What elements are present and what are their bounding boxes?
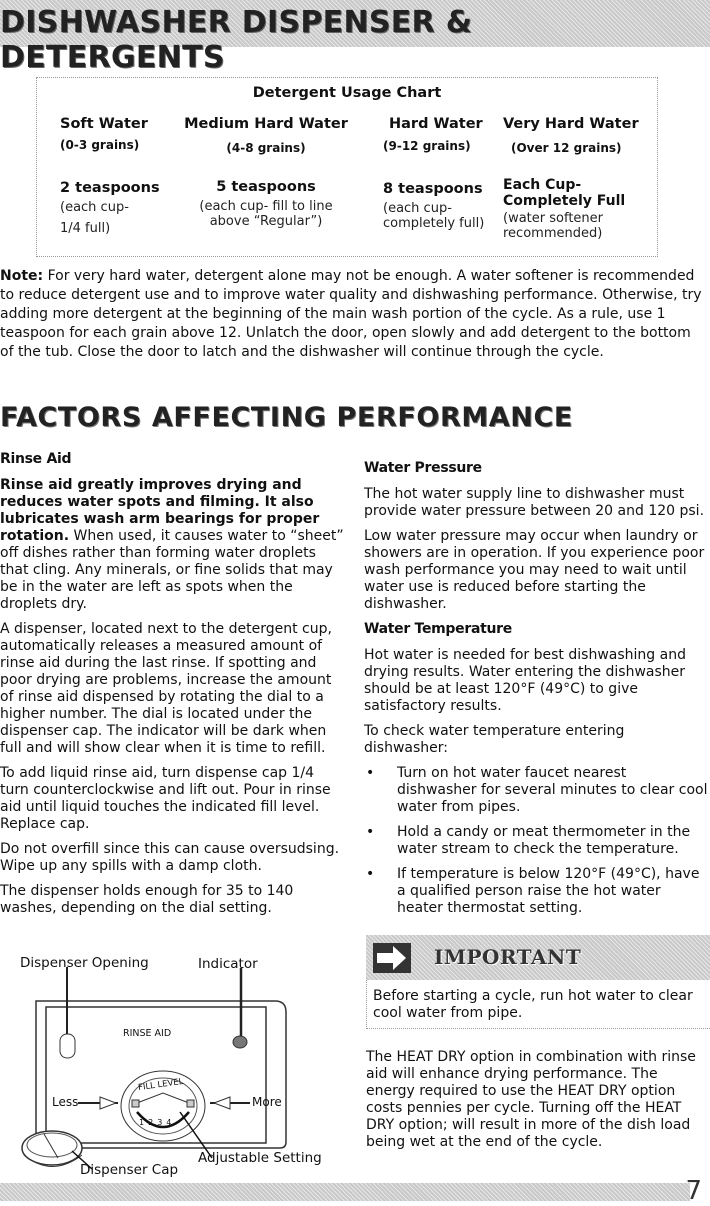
chart-column-hard xyxy=(383,116,484,231)
amount-detail: (water softener recommended) xyxy=(503,211,603,241)
water-pressure-paragraph-2: Low water pressure may occur when laundry or showers are in operation. If you experience poor wash performance you may need to wait until water use is reduced before starting the dishwasher. xyxy=(364,528,705,612)
chart-column-medium xyxy=(171,116,361,229)
note-text: For very hard water, detergent alone may not be enough. A water softener is recommended to reduce detergent use and to improve water quality and dishwashing performance. Otherwise, try adding more detergent at the beginning of the main wash portion of the cycle. As a rule, use 1 teaspoon for each grain above 12. Unlatch the door, open slowly and add detergent to the bottom of the tub. Close the door to latch and the dishwasher will continue through the cycle. xyxy=(0,268,702,360)
amount-detail: (each cup- completely full) xyxy=(383,201,485,231)
chart-column-soft xyxy=(60,116,160,236)
water-temperature-paragraph-1: Hot water is needed for best dishwashing and drying results. Water entering the dishwasher should be at least 120°F (49°C) to give satisfactory results. xyxy=(364,647,686,714)
water-section xyxy=(364,460,710,925)
rinse-aid-heading: Rinse Aid xyxy=(0,451,72,467)
rinse-aid-section xyxy=(0,451,345,925)
amount-detail: (each cup- 1/4 full) xyxy=(60,200,129,236)
water-pressure-paragraph-1: The hot water supply line to dishwasher must provide water pressure between 20 and 120 psi. xyxy=(364,486,705,519)
dispenser-opening-label: Dispenser Opening xyxy=(20,955,149,971)
important-text: Before starting a cycle, run hot water to clear cool water from pipe. xyxy=(366,980,710,1029)
grain-range: (Over 12 grains) xyxy=(511,141,622,155)
less-label: Less xyxy=(52,1095,79,1109)
grain-range: (9-12 grains) xyxy=(383,139,471,153)
detergent-amount: Each Cup- Completely Full xyxy=(503,177,626,209)
water-type: Hard Water xyxy=(389,116,483,132)
page-number: 7 xyxy=(685,1176,702,1206)
chart-column-very-hard xyxy=(503,116,639,241)
water-type: Soft Water xyxy=(60,116,148,132)
note-label: Note: xyxy=(0,268,44,284)
important-label: IMPORTANT xyxy=(434,945,582,969)
temperature-check-list xyxy=(364,765,710,917)
list-item: • Hold a candy or meat thermometer in the water stream to check the temperature. xyxy=(364,824,710,858)
list-item: • If temperature is below 120°F (49°C), have a qualified person raise the hot water heater thermostat setting. xyxy=(364,866,710,917)
water-temperature-paragraph-2: To check water temperature entering dishwasher: xyxy=(364,723,625,756)
rinse-aid-label: RINSE AID xyxy=(123,1028,172,1039)
rinse-aid-paragraph-2: A dispenser, located next to the detergent cup, automatically releases a measured amount of rinse aid during the last rinse. If spotting and poor drying are problems, increase the amount of rinse aid dispensed by rotating the dial to a higher number. The dial is located under the dispenser cap. The indicator will be dark when full and will show clear when it is time to refill. xyxy=(0,621,332,756)
section-title: FACTORS AFFECTING PERFORMANCE xyxy=(0,402,573,433)
dispenser-cap-label: Dispenser Cap xyxy=(80,1162,179,1178)
page-header-banner xyxy=(0,0,710,75)
page-footer-bar xyxy=(0,1183,690,1201)
dial-numbers: 1234 xyxy=(139,1118,176,1127)
detergent-usage-chart xyxy=(36,77,658,257)
adjustable-setting-label: Adjustable Setting xyxy=(198,1150,322,1166)
water-type: Very Hard Water xyxy=(503,116,639,132)
amount-detail: (each cup- fill to line above “Regular”) xyxy=(199,199,333,229)
grain-range: (0-3 grains) xyxy=(60,138,140,152)
water-temperature-heading: Water Temperature xyxy=(364,621,512,637)
fill-level-label: FILL LEVEL xyxy=(137,1076,185,1094)
important-header xyxy=(366,935,710,980)
dispenser-illustration xyxy=(0,950,355,1175)
rinse-aid-paragraph-5: The dispenser holds enough for 35 to 140 washes, depending on the dial setting. xyxy=(0,883,294,916)
page-title: DISHWASHER DISPENSER & DETERGENTS xyxy=(0,5,473,75)
heat-dry-paragraph: The HEAT DRY option in combination with rinse aid will enhance drying performance. The energy required to use the HEAT DRY option costs pennies per cycle. Turning off the HEAT DRY option; will result in more of the dish load being wet at the end of the cycle. xyxy=(366,1049,696,1150)
indicator-label: Indicator xyxy=(198,956,258,972)
rinse-aid-paragraph-1: Rinse aid greatly improves drying and reduces water spots and filming. It also lubricates wash arm bearings for proper rotation. When used, it causes water to “sheet” off dishes rather than forming water droplets that cling. Any minerals, or fine solids that may be in the water are left as spots when the droplets dry. xyxy=(0,477,344,612)
chart-title: Detergent Usage Chart xyxy=(252,85,442,101)
grain-range: (4-8 grains) xyxy=(226,141,306,155)
detergent-amount: 2 teaspoons xyxy=(60,180,160,196)
detergent-amount: 8 teaspoons xyxy=(383,181,483,197)
arrow-right-icon xyxy=(373,943,411,973)
rinse-aid-paragraph-4: Do not overfill since this can cause oversudsing. Wipe up any spills with a damp cloth. xyxy=(0,841,340,874)
water-type: Medium Hard Water xyxy=(184,116,348,132)
more-label: More xyxy=(252,1095,282,1109)
rinse-aid-dispenser-diagram xyxy=(0,950,355,1178)
water-pressure-heading: Water Pressure xyxy=(364,460,482,476)
note-paragraph xyxy=(0,267,706,362)
rinse-aid-paragraph-3: To add liquid rinse aid, turn dispense cap 1/4 turn counterclockwise and lift out. Pour in rinse aid until liquid touches the indicated fill level. Replace cap. xyxy=(0,765,331,832)
important-callout xyxy=(366,935,710,1029)
list-item: • Turn on hot water faucet nearest dishwasher for several minutes to clear cool water from pipes. xyxy=(364,765,710,816)
detergent-amount: 5 teaspoons xyxy=(216,179,316,195)
